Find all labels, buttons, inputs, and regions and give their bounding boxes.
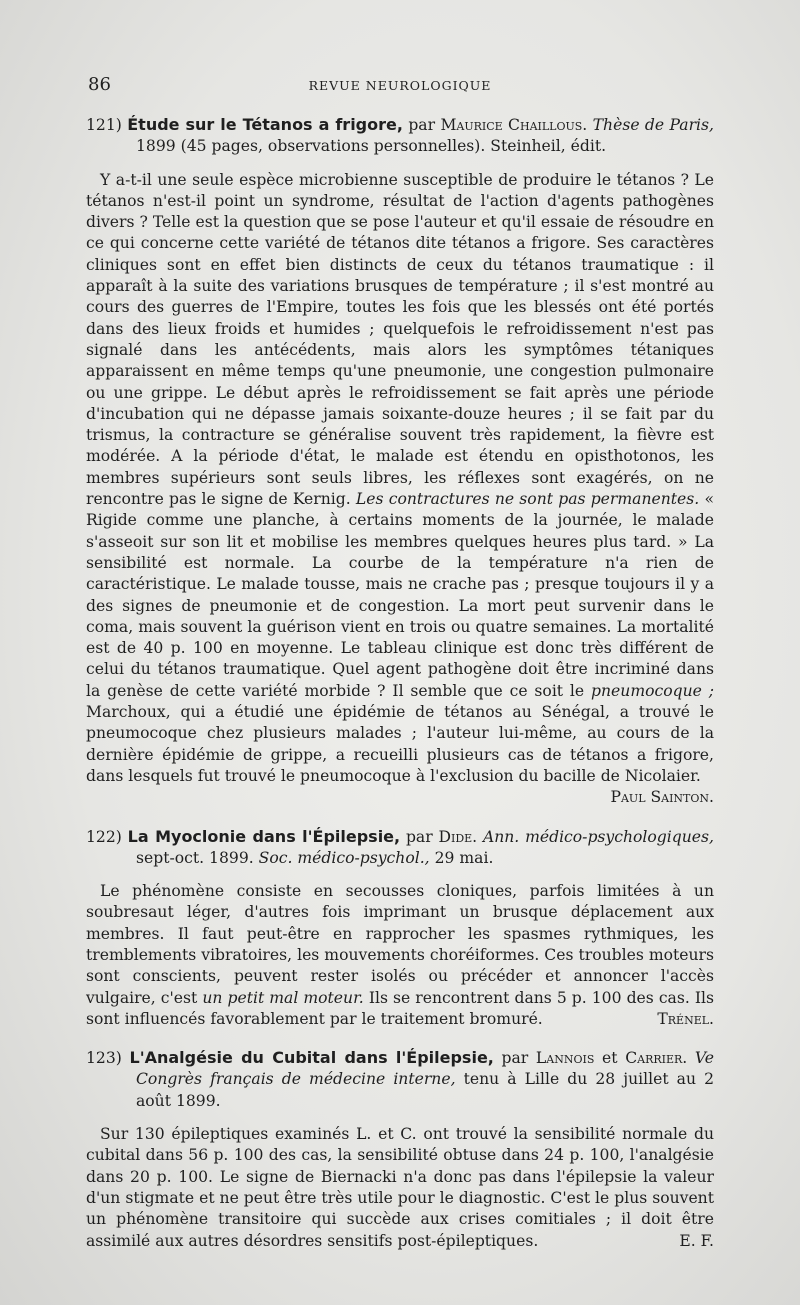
article-title: L'Analgésie du Cubital dans l'Épilepsie, (129, 1048, 494, 1068)
page-number: 86 (88, 74, 111, 95)
reviewer-signature: Trénel. (657, 1009, 714, 1028)
article-source: tenu à Lille du 28 juillet au 2 août 1899. (136, 1070, 714, 1110)
and-word: et (602, 1049, 618, 1068)
reviewer-signature: E. F. (679, 1231, 714, 1250)
article-author: Dide. (438, 827, 478, 846)
emphasis-text: un petit mal moteur. (202, 988, 364, 1007)
article-author-2: Carrier. (625, 1049, 688, 1068)
article-121 (86, 114, 714, 809)
article-heading (86, 1047, 714, 1112)
body-text: Marchoux, qui a étudié une épidémie de tétanos au Sénégal, a trouvé le pneumocoque chez plusieurs malades ; l'auteur lui-même, au cours de la dernière épidémie de grippe, a recueilli plusieurs cas de tétanos a frigore, dans lesquels fut trouvé le pneumocoque à l'exclusion du bacille de Nicolaier. (86, 703, 714, 785)
by-word: par (408, 116, 436, 134)
article-title: La Myoclonie dans l'Épilepsie, (127, 826, 401, 846)
article-source-italic: Ve Congrès français de médecine interne, (136, 1049, 714, 1089)
article-body (86, 170, 714, 809)
page-content (86, 114, 714, 1269)
article-source: sept-oct. 1899. (136, 848, 254, 867)
body-text: Ils se rencontrent dans 5 p. 100 des cas. Ils sont influencés favorablement par le traitement bromuré. (86, 988, 714, 1028)
article-source: 1899 (45 pages, observations personnelles). Steinheil, édit. (136, 137, 607, 156)
article-author: Lannois (535, 1049, 595, 1068)
article-122 (86, 826, 714, 1031)
emphasis-text: pneumocoque ; (591, 681, 714, 700)
article-body (86, 1124, 714, 1252)
article-source: 29 mai. (434, 848, 494, 867)
body-text: Sur 130 épileptiques examinés L. et C. ont trouvé la sensibilité normale du cubital dans 56 p. 100 des cas, la sensibilité obtuse dans 24 p. 100, l'analgésie dans 20 p. 100. Le signe de Biernacki n'a donc pas dans l'épilepsie la valeur d'un stigmate et ne peut être très utile pour le diagnostic. C'est le plus souvent un phénomène transitoire qui succède aux crises comitiales ; il doit être assimilé aux autres désordres sensitifs post-épileptiques. (86, 1125, 714, 1250)
article-source-italic: Thèse de Paris, (592, 116, 714, 134)
by-word: par (405, 827, 433, 846)
article-number: 121) (86, 116, 122, 134)
article-source-italic: Soc. médico-psychol., (258, 848, 430, 867)
article-number: 122) (86, 827, 122, 846)
article-title: Étude sur le Tétanos a frigore, (127, 115, 403, 134)
article-heading (86, 114, 714, 158)
journal-title: REVUE NEUROLOGIQUE (308, 78, 492, 93)
running-header (88, 74, 712, 98)
article-body (86, 881, 714, 1030)
article-123 (86, 1047, 714, 1252)
article-heading (86, 826, 714, 870)
article-author: Maurice Chaillous. (440, 116, 588, 134)
article-source-italic: Ann. médico-psychologiques, (482, 827, 714, 846)
body-text: Le phénomène consiste en secousses cloniques, parfois limitées à un soubresaut léger, d'autres fois imprimant un brusque déplacement aux membres. Il faut peut-être en rapprocher les spasmes rythmiques, les tremblements vibratoires, les mouvements choréiformes. Ces troubles moteurs sont conscients, peuvent rester isolés ou précéder et annoncer l'accès vulgaire, c'est (86, 882, 714, 1007)
reviewer-signature: Paul Sainton. (610, 788, 714, 807)
by-word: par (501, 1049, 529, 1068)
body-text: « Rigide comme une planche, à certains moments de la journée, le malade s'asseoit sur son lit et mobilise les membres quelques heures plus tard. » La sensibilité est normale. La courbe de la température n'a rien de caractéristique. Le malade tousse, mais ne crache pas ; presque toujours il y a des signes de pneumonie et de congestion. La mort peut survenir dans le coma, mais souvent la guérison vient en trois ou quatre semaines. La mortalité est de 40 p. 100 en moyenne. Le tableau clinique est donc très différent de celui du tétanos traumatique. Quel agent pathogène doit être incriminé dans la genèse de cette variété morbide ? Il semble que ce soit le (86, 490, 714, 700)
emphasis-text: Les contractures ne sont pas permanentes. (355, 490, 700, 509)
body-text: Y a-t-il une seule espèce microbienne susceptible de produire le tétanos ? Le tétanos n'est-il point un syndrome, résultat de l'action d'agents pathogènes divers ? Telle est la question que se pose l'auteur et qu'il essaie de résoudre en ce qui concerne cette variété de tétanos dite tétanos a frigore. Ses caractères cliniques sont en effet bien distincts de ceux du tétanos traumatique : il apparaît à la suite des variations brusques de température ; il s'est montré au cours des guerres de l'Empire, toutes les fois que les blessés ont été portés dans des lieux froids et humides ; quelquefois le refroidissement n'est pas signalé dans les antécédents, mais alors les symptômes tétaniques apparaissent en même temps qu'une pneumonie, une congestion pulmonaire ou une grippe. Le début après le refroidissement se fait après une période d'incubation qui ne dépasse jamais soixante-douze heures ; il se fait par du trismus, la contracture se généralise souvent très rapidement, la fièvre est modérée. A la période d'état, le malade est étendu en opisthotonos, les membres supérieurs sont seuls libres, les réflexes sont exagérés, on ne rencontre pas le signe de Kernig. (86, 170, 714, 509)
article-number: 123) (86, 1049, 122, 1068)
